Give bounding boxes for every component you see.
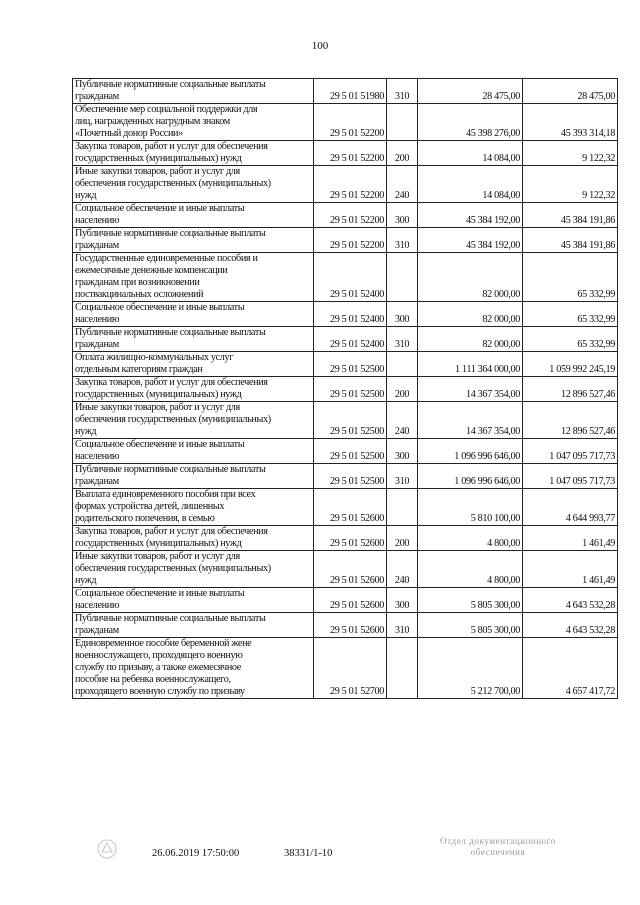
table-row — [73, 588, 618, 613]
table-row — [73, 352, 618, 377]
target-article-code-cell: 29 5 01 51980 — [314, 79, 387, 104]
executed-amount-cell: 1 047 095 717,73 — [523, 464, 618, 489]
expense-name-line: нужд — [75, 575, 97, 586]
table-row — [73, 327, 618, 352]
expense-name-line: Социальное обеспечение и иные выплаты — [75, 302, 245, 313]
planned-amount-cell: 45 384 192,00 — [418, 228, 523, 253]
executed-amount-cell: 9 122,32 — [523, 166, 618, 203]
expense-name-line: «Почетный донор России» — [75, 128, 183, 139]
expense-type-code-cell: 310 — [387, 327, 418, 352]
expense-name-line: Публичные нормативные социальные выплаты — [75, 613, 266, 624]
expense-type-code-cell — [387, 489, 418, 526]
planned-amount-cell: 4 800,00 — [418, 551, 523, 588]
table-row — [73, 638, 618, 699]
expense-name-cell — [73, 104, 314, 141]
target-article-code-cell: 29 5 01 52600 — [314, 551, 387, 588]
expense-name-cell — [73, 588, 314, 613]
planned-amount-cell: 14 084,00 — [418, 141, 523, 166]
stamp-line: обеспечения — [470, 847, 526, 857]
expense-name-line: населению — [75, 215, 120, 226]
expense-name-line: проходящего военную службу по призыву — [75, 686, 245, 697]
target-article-code-cell: 29 5 01 52600 — [314, 588, 387, 613]
expense-type-code-cell: 300 — [387, 203, 418, 228]
planned-amount-cell: 14 084,00 — [418, 166, 523, 203]
planned-amount-cell: 5 212 700,00 — [418, 638, 523, 699]
planned-amount-cell: 5 805 300,00 — [418, 613, 523, 638]
expense-type-code-cell: 240 — [387, 402, 418, 439]
expense-name-line: ежемесячные денежные компенсации — [75, 265, 228, 276]
target-article-code-cell: 29 5 01 52500 — [314, 464, 387, 489]
expense-type-code-cell: 310 — [387, 613, 418, 638]
planned-amount-cell: 5 805 300,00 — [418, 588, 523, 613]
expense-name-line: обеспечения государственных (муниципальных) — [75, 563, 271, 574]
expense-name-line: Социальное обеспечение и иные выплаты — [75, 203, 245, 214]
table-row — [73, 104, 618, 141]
budget-table — [72, 78, 618, 699]
target-article-code-cell: 29 5 01 52200 — [314, 104, 387, 141]
expense-name-cell — [73, 489, 314, 526]
expense-type-code-cell: 200 — [387, 377, 418, 402]
target-article-code-cell: 29 5 01 52600 — [314, 526, 387, 551]
table-row — [73, 439, 618, 464]
table-row — [73, 302, 618, 327]
page-number: 100 — [311, 40, 329, 52]
table-row — [73, 228, 618, 253]
expense-name-line: Публичные нормативные социальные выплаты — [75, 228, 266, 239]
target-article-code-cell: 29 5 01 52500 — [314, 377, 387, 402]
expense-name-line: нужд — [75, 190, 97, 201]
expense-type-code-cell: 300 — [387, 588, 418, 613]
expense-name-line: пособие на ребенка военнослужащего, — [75, 674, 231, 685]
expense-name-line: Закупка товаров, работ и услуг для обеспечения — [75, 377, 268, 388]
executed-amount-cell: 4 644 993,77 — [523, 489, 618, 526]
expense-name-line: государственных (муниципальных) нужд — [75, 538, 242, 549]
expense-name-line: обеспечения государственных (муниципальных) — [75, 414, 271, 425]
stamp-line: Отдел документационного — [440, 836, 556, 846]
expense-name-line: Социальное обеспечение и иные выплаты — [75, 588, 245, 599]
expense-name-line: Единовременное пособие беременной жене — [75, 638, 252, 649]
expense-name-line: службу по призыву, а также ежемесячное — [75, 662, 241, 673]
expense-name-cell — [73, 203, 314, 228]
expense-name-line: Закупка товаров, работ и услуг для обеспечения — [75, 526, 268, 537]
expense-name-line: государственных (муниципальных) нужд — [75, 389, 242, 400]
planned-amount-cell: 1 096 996 646,00 — [418, 464, 523, 489]
executed-amount-cell: 1 047 095 717,73 — [523, 439, 618, 464]
footer-date: 26.06.2019 17:50:00 — [152, 848, 240, 859]
expense-name-line: гражданам — [75, 91, 119, 102]
planned-amount-cell: 82 000,00 — [418, 327, 523, 352]
expense-name-cell — [73, 302, 314, 327]
expense-name-cell — [73, 551, 314, 588]
expense-type-code-cell: 200 — [387, 526, 418, 551]
executed-amount-cell: 4 643 532,28 — [523, 588, 618, 613]
expense-name-line: Иные закупки товаров, работ и услуг для — [75, 402, 240, 413]
expense-type-code-cell: 310 — [387, 464, 418, 489]
stamp — [440, 836, 556, 858]
expense-name-line: Выплата единовременного пособия при всех — [75, 489, 256, 500]
planned-amount-cell: 1 111 364 000,00 — [418, 352, 523, 377]
expense-name-cell — [73, 79, 314, 104]
table-row — [73, 253, 618, 302]
expense-name-line: формах устройства детей, лишенных — [75, 501, 225, 512]
expense-name-cell — [73, 166, 314, 203]
expense-name-cell — [73, 439, 314, 464]
expense-name-cell — [73, 613, 314, 638]
expense-name-line: отдельным категориям граждан — [75, 364, 203, 375]
expense-name-line: Публичные нормативные социальные выплаты — [75, 464, 266, 475]
budget-table-body — [73, 79, 618, 699]
expense-name-line: гражданам — [75, 339, 119, 350]
expense-name-cell — [73, 327, 314, 352]
executed-amount-cell: 45 384 191,86 — [523, 203, 618, 228]
planned-amount-cell: 82 000,00 — [418, 253, 523, 302]
expense-name-line: гражданам — [75, 625, 119, 636]
expense-name-line: Государственные единовременные пособия и — [75, 253, 258, 264]
expense-type-code-cell: 310 — [387, 79, 418, 104]
expense-name-cell — [73, 526, 314, 551]
expense-name-cell — [73, 141, 314, 166]
executed-amount-cell: 65 332,99 — [523, 327, 618, 352]
table-row — [73, 377, 618, 402]
expense-name-line: Иные закупки товаров, работ и услуг для — [75, 166, 240, 177]
target-article-code-cell: 29 5 01 52200 — [314, 141, 387, 166]
target-article-code-cell: 29 5 01 52500 — [314, 402, 387, 439]
table-row — [73, 464, 618, 489]
expense-type-code-cell — [387, 253, 418, 302]
executed-amount-cell: 65 332,99 — [523, 253, 618, 302]
planned-amount-cell: 14 367 354,00 — [418, 377, 523, 402]
planned-amount-cell: 45 398 276,00 — [418, 104, 523, 141]
expense-name-line: лиц, награжденных нагрудным знаком — [75, 116, 230, 127]
executed-amount-cell: 65 332,99 — [523, 302, 618, 327]
table-row — [73, 613, 618, 638]
expense-name-cell — [73, 228, 314, 253]
executed-amount-cell: 45 393 314,18 — [523, 104, 618, 141]
table-row — [73, 203, 618, 228]
target-article-code-cell: 29 5 01 52400 — [314, 302, 387, 327]
executed-amount-cell: 4 643 532,28 — [523, 613, 618, 638]
target-article-code-cell: 29 5 01 52200 — [314, 228, 387, 253]
expense-name-line: населению — [75, 314, 120, 325]
expense-type-code-cell: 310 — [387, 228, 418, 253]
planned-amount-cell: 82 000,00 — [418, 302, 523, 327]
expense-name-cell — [73, 253, 314, 302]
expense-name-line: гражданам — [75, 476, 119, 487]
executed-amount-cell: 1 059 992 245,19 — [523, 352, 618, 377]
expense-name-line: Публичные нормативные социальные выплаты — [75, 79, 266, 90]
expense-type-code-cell — [387, 352, 418, 377]
target-article-code-cell: 29 5 01 52500 — [314, 439, 387, 464]
table-row — [73, 141, 618, 166]
expense-name-line: Закупка товаров, работ и услуг для обеспечения — [75, 141, 268, 152]
expense-name-cell — [73, 402, 314, 439]
table-row — [73, 79, 618, 104]
table-row — [73, 526, 618, 551]
expense-name-cell — [73, 638, 314, 699]
watermark-emblem-icon — [96, 838, 118, 860]
planned-amount-cell: 1 096 996 646,00 — [418, 439, 523, 464]
expense-name-cell — [73, 464, 314, 489]
executed-amount-cell: 28 475,00 — [523, 79, 618, 104]
target-article-code-cell: 29 5 01 52600 — [314, 613, 387, 638]
expense-name-cell — [73, 377, 314, 402]
expense-type-code-cell: 200 — [387, 141, 418, 166]
table-row — [73, 166, 618, 203]
expense-name-line: государственных (муниципальных) нужд — [75, 153, 242, 164]
executed-amount-cell: 12 896 527,46 — [523, 402, 618, 439]
executed-amount-cell: 45 384 191,86 — [523, 228, 618, 253]
table-row — [73, 402, 618, 439]
expense-name-line: гражданам — [75, 240, 119, 251]
target-article-code-cell: 29 5 01 52400 — [314, 253, 387, 302]
expense-name-line: населению — [75, 451, 120, 462]
expense-type-code-cell: 300 — [387, 302, 418, 327]
target-article-code-cell: 29 5 01 52500 — [314, 352, 387, 377]
expense-type-code-cell — [387, 104, 418, 141]
expense-name-line: гражданам при возникновении — [75, 277, 200, 288]
expense-name-line: Обеспечение мер социальной поддержки для — [75, 104, 258, 115]
executed-amount-cell: 9 122,32 — [523, 141, 618, 166]
footer-document-code: 38331/1-10 — [284, 848, 333, 859]
expense-name-line: родительского попечения, в семью — [75, 513, 215, 524]
expense-type-code-cell: 240 — [387, 166, 418, 203]
expense-name-line: Оплата жилищно-коммунальных услуг — [75, 352, 234, 363]
planned-amount-cell: 4 800,00 — [418, 526, 523, 551]
table-row — [73, 489, 618, 526]
expense-name-line: населению — [75, 600, 120, 611]
executed-amount-cell: 1 461,49 — [523, 526, 618, 551]
expense-name-cell — [73, 352, 314, 377]
target-article-code-cell: 29 5 01 52200 — [314, 166, 387, 203]
target-article-code-cell: 29 5 01 52400 — [314, 327, 387, 352]
target-article-code-cell: 29 5 01 52600 — [314, 489, 387, 526]
planned-amount-cell: 28 475,00 — [418, 79, 523, 104]
executed-amount-cell: 1 461,49 — [523, 551, 618, 588]
target-article-code-cell: 29 5 01 52700 — [314, 638, 387, 699]
expense-type-code-cell: 300 — [387, 439, 418, 464]
expense-name-line: Публичные нормативные социальные выплаты — [75, 327, 266, 338]
executed-amount-cell: 4 657 417,72 — [523, 638, 618, 699]
planned-amount-cell: 45 384 192,00 — [418, 203, 523, 228]
expense-type-code-cell: 240 — [387, 551, 418, 588]
executed-amount-cell: 12 896 527,46 — [523, 377, 618, 402]
expense-name-line: военнослужащего, проходящего военную — [75, 650, 243, 661]
expense-name-line: Иные закупки товаров, работ и услуг для — [75, 551, 240, 562]
table-row — [73, 551, 618, 588]
expense-type-code-cell — [387, 638, 418, 699]
expense-name-line: Социальное обеспечение и иные выплаты — [75, 439, 245, 450]
planned-amount-cell: 14 367 354,00 — [418, 402, 523, 439]
planned-amount-cell: 5 810 100,00 — [418, 489, 523, 526]
target-article-code-cell: 29 5 01 52200 — [314, 203, 387, 228]
expense-name-line: нужд — [75, 426, 97, 437]
expense-name-line: поствакцинальных осложнений — [75, 289, 204, 300]
expense-name-line: обеспечения государственных (муниципальных) — [75, 178, 271, 189]
